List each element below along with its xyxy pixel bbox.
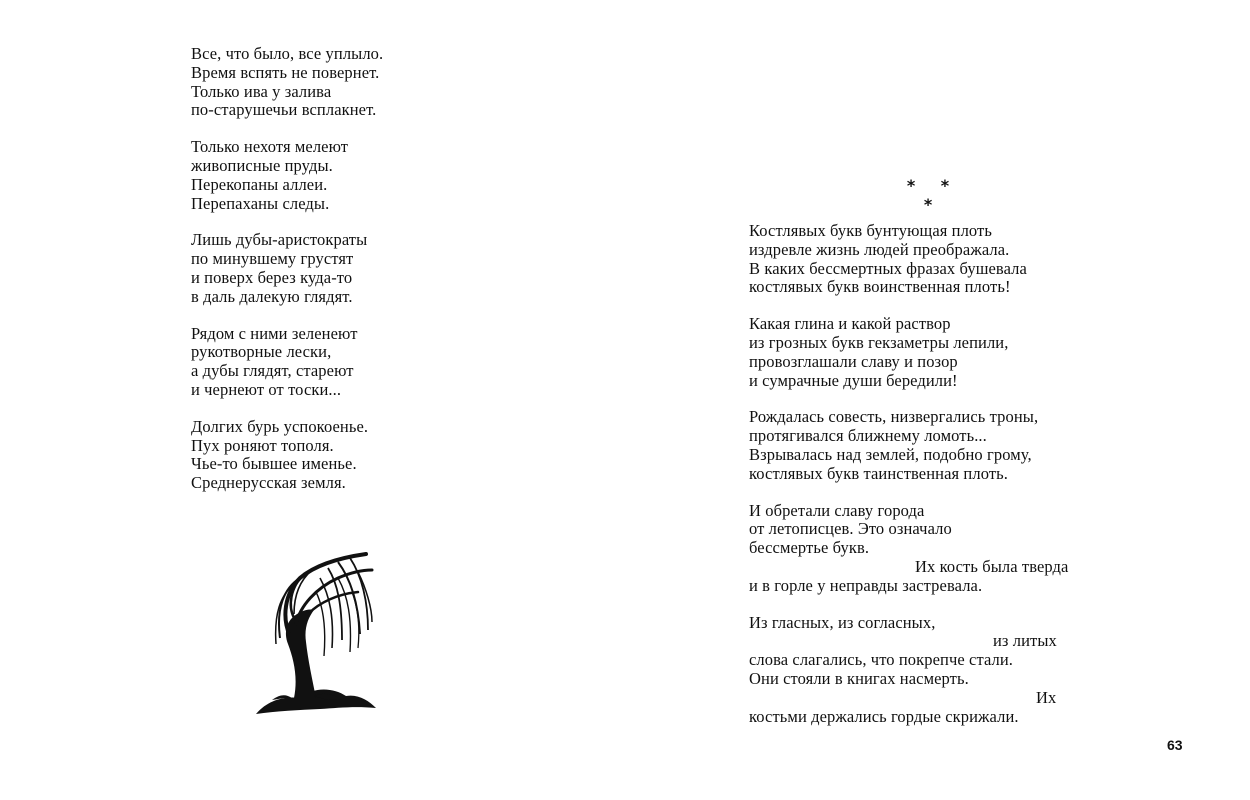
poem-line: а дубы глядят, стареют [191, 361, 354, 381]
stanza [749, 315, 1149, 390]
poem-line: костлявых букв таинственная плоть. [749, 463, 1008, 483]
poem-line: Все, что было, все уплыло. [191, 44, 384, 63]
poem-line: В каких бессмертных фразах бушевала [749, 258, 1027, 278]
poem-line: Среднерусская земля. [191, 473, 346, 493]
stanza [749, 222, 1149, 297]
poem-line: и в горле у неправды застревала. [749, 575, 983, 595]
page-number: 63 [1167, 737, 1183, 753]
poem-line: из литых [993, 631, 1057, 651]
stanza [191, 231, 491, 306]
poem-line: рукотворные лески, [191, 342, 332, 362]
poem-line: Рождалась совесть, низвергались троны, [749, 407, 1039, 427]
poem-line: Только нехотя мелеют [191, 137, 349, 157]
poem-line: Их [1036, 687, 1057, 707]
poem-line: из грозных букв гекзаметры лепили, [749, 332, 1009, 352]
section-separator: * * * [906, 176, 960, 214]
poem-line: Они стояли в книгах насмерть. [749, 668, 969, 688]
stanza [191, 45, 491, 120]
stanza [191, 138, 491, 213]
stanza [749, 408, 1149, 483]
stanza [191, 418, 491, 493]
stanza [749, 502, 1149, 596]
poem-line: Их кость была тверда [915, 556, 1069, 576]
poem-line: от летописцев. Это означало [749, 519, 952, 539]
poem-line: Перепаханы следы. [191, 193, 330, 213]
poem-left [191, 45, 491, 493]
poem-line: Рядом с ними зеленеют [191, 323, 358, 343]
stanza [191, 325, 491, 400]
poem-line: Долгих бурь успокоенье. [191, 416, 369, 436]
poem-line: Пух роняют тополя. [191, 435, 334, 455]
poem-line: провозглашали славу и позор [749, 351, 958, 371]
poem-line: Из гласных, из согласных, [749, 612, 936, 632]
poem-line: Время вспять не повернет. [191, 62, 380, 82]
poem-line: слова слагались, что покрепче стали. [749, 650, 1014, 670]
poem-line: Лишь дубы-аристократы [191, 230, 368, 250]
poem-line: и сумрачные души бередили! [749, 370, 958, 390]
poem-line: живописные пруды. [191, 155, 333, 175]
poem-line: Чье-то бывшее именье. [191, 454, 357, 474]
poem-line: и чернеют от тоски... [191, 379, 342, 399]
poem-line: в даль далекую глядят. [191, 286, 353, 306]
poem-line: И обретали славу города [749, 500, 925, 520]
poem-line: издревле жизнь людей преображала. [749, 239, 1010, 259]
poem-line: костлявых букв воинственная плоть! [749, 277, 1011, 297]
poem-line: Взрывалась над землей, подобно грому, [749, 444, 1032, 464]
poem-line: костьми держались гордые скрижали. [749, 706, 1019, 726]
stanza [749, 614, 1149, 727]
poem-line: Костлявых букв бунтующая плоть [749, 221, 992, 240]
poem-line: Только ива у залива [191, 81, 332, 101]
poem-line: по-старушечьи всплакнет. [191, 100, 377, 120]
poem-line: бессмертье букв. [749, 538, 870, 558]
willow-tree-illustration [254, 548, 378, 720]
poem-right [749, 222, 1149, 726]
poem-line: и поверх берез куда-то [191, 267, 353, 287]
poem-line: по минувшему грустят [191, 249, 354, 269]
poem-line: Перекопаны аллеи. [191, 174, 328, 194]
poem-line: протягивался ближнему ломоть... [749, 426, 987, 446]
poem-line: Какая глина и какой раствор [749, 314, 951, 334]
